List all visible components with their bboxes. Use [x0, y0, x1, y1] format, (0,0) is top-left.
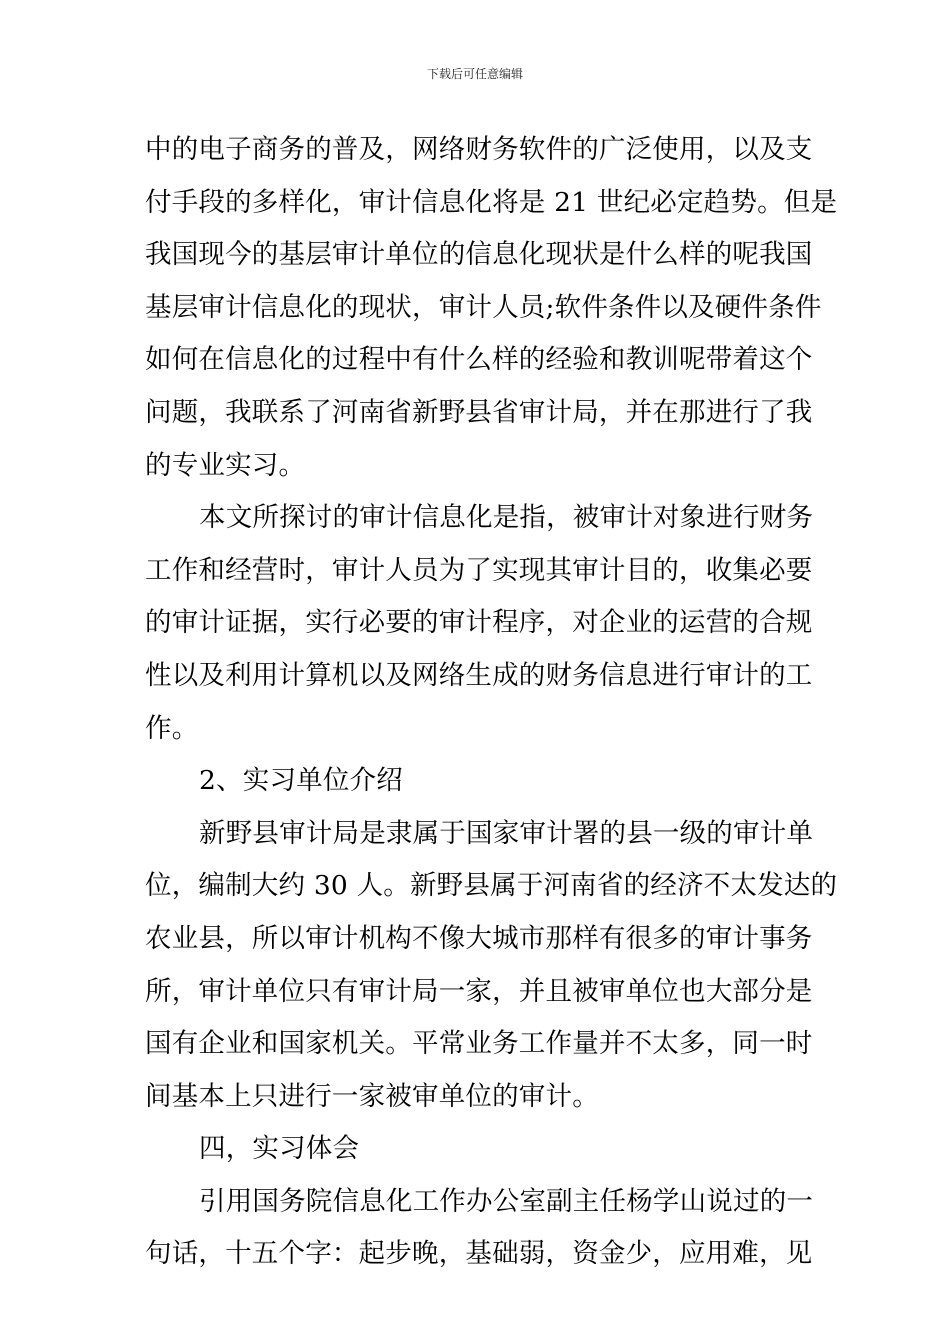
text-line: 性以及利用计算机以及网络生成的财务信息进行审计的工	[145, 659, 813, 691]
text-line: 付手段的多样化，审计信息化将是 21 世纪必定趋势。但是	[145, 186, 838, 218]
text-line: 的专业实习。	[145, 449, 306, 481]
paragraph-quote	[145, 1176, 814, 1281]
document-body	[145, 124, 838, 1281]
section-heading-internship-unit: 2、实习单位介绍	[199, 765, 403, 797]
text-line: 如何在信息化的过程中有什么样的经验和教训呢带着这个	[145, 344, 813, 376]
text-line: 引用国务院信息化工作办公室副主任杨学山说过的一	[199, 1185, 814, 1217]
text-line: 工作和经营时，审计人员为了实现其审计目的，收集必要	[145, 554, 813, 586]
text-line: 间基本上只进行一家被审单位的审计。	[145, 1080, 599, 1112]
text-line: 国有企业和国家机关。平常业务工作量并不太多，同一时	[145, 1028, 813, 1060]
paragraph-intro-continued	[145, 124, 838, 492]
text-line: 农业县，所以审计机构不像大城市那样有很多的审计事务	[145, 922, 813, 954]
text-line: 基层审计信息化的现状，审计人员;软件条件以及硬件条件	[145, 291, 822, 323]
paragraph-unit-intro	[145, 808, 838, 1124]
text-line: 新野县审计局是隶属于国家审计署的县一级的审计单	[199, 817, 814, 849]
paragraph-definition	[145, 492, 814, 755]
text-line: 所，审计单位只有审计局一家，并且被审单位也大部分是	[145, 975, 813, 1007]
text-line: 的审计证据，实行必要的审计程序，对企业的运营的合规	[145, 607, 813, 639]
text-line: 我国现今的基层审计单位的信息化现状是什么样的呢我国	[145, 239, 813, 271]
text-line: 作。	[145, 712, 199, 744]
text-line: 问题，我联系了河南省新野县省审计局，并在那进行了我	[145, 396, 813, 428]
section-heading-experience: 四，实习体会	[199, 1133, 360, 1165]
text-line: 本文所探讨的审计信息化是指，被审计对象进行财务	[199, 502, 814, 534]
page-header-note: 下载后可任意编辑	[426, 67, 523, 81]
text-line: 位，编制大约 30 人。新野县属于河南省的经济不太发达的	[145, 870, 838, 902]
text-line: 中的电子商务的普及，网络财务软件的广泛使用，以及支	[145, 134, 813, 165]
text-line: 句话，十五个字：起步晚，基础弱，资金少，应用难，见	[145, 1238, 813, 1270]
